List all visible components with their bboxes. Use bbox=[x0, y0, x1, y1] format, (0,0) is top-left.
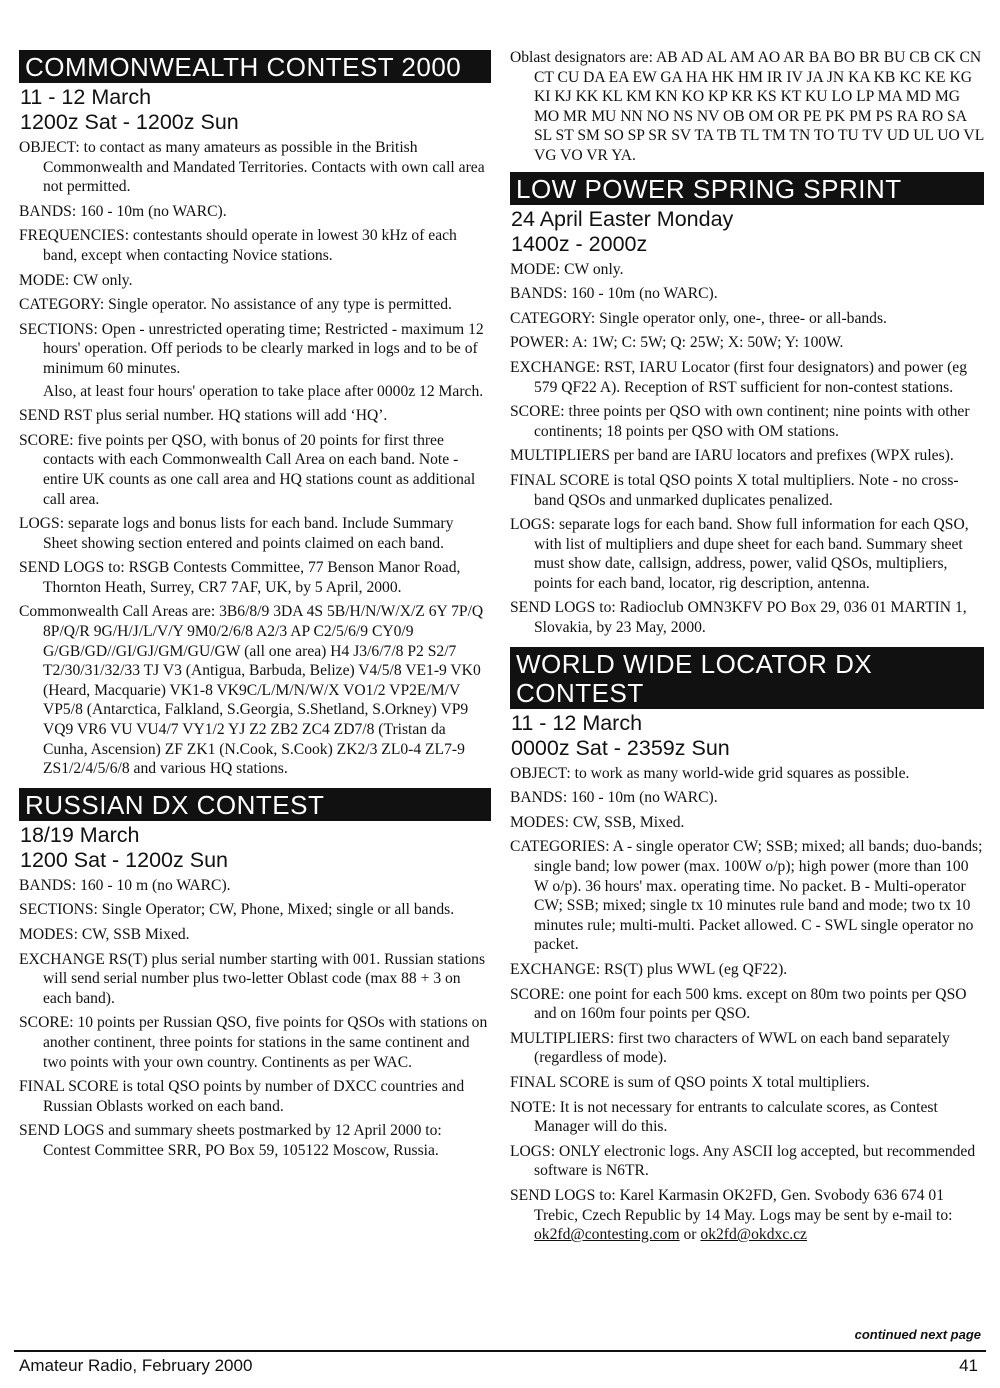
continued-next-page: continued next page bbox=[854, 1327, 981, 1342]
russian-exchange: EXCHANGE RS(T) plus serial number starting with 001. Russian stations will send serial number plus two-letter Oblast code (max 88 + 3 on each band). bbox=[19, 950, 486, 1007]
russian-dx-contest-section bbox=[19, 788, 491, 1161]
low-power-date: 24 April Easter Monday bbox=[511, 206, 734, 231]
world-wide-logs: LOGS: ONLY electronic logs. Any ASCII log accepted, but recommended software is N6TR. bbox=[510, 1142, 976, 1180]
russian-bands: BANDS: 160 - 10 m (no WARC). bbox=[19, 876, 231, 894]
low-power-sprint-section bbox=[510, 172, 984, 638]
commonwealth-logs: LOGS: separate logs and bonus lists for each band. Include Summary Sheet showing section entered and points claimed on each band. bbox=[19, 515, 454, 552]
commonwealth-sections: SECTIONS: Open - unrestricted operating time; Restricted - maximum 12 hours' operation. Off periods to be clearly marked in logs and to be of minimum 60 minutes. bbox=[19, 320, 484, 377]
russian-oblast-designators: Oblast designators are: AB AD AL AM AO AR BA BO BR BU CB CK CN CT CU DA EA EW GA HA HK HM IR IV JA JN KA KB KC KE KG KI KJ KK KL KM KN KO KP KR KS KT KU LO LP MA MD MG MO MR MU NN NO NS NV OB OM OR PE PK PM PS RA RO SA SL ST SM SO SP SR SV TA TB TL TM TN TO TU TV UD UL UO VL VG VO VR YA. bbox=[510, 49, 984, 164]
russian-date: 18/19 March bbox=[20, 822, 140, 847]
email-or-text: or bbox=[679, 1226, 701, 1244]
footer-publication: Amateur Radio, February 2000 bbox=[19, 1356, 253, 1375]
world-wide-exchange: EXCHANGE: RS(T) plus WWL (eg QF22). bbox=[510, 961, 788, 978]
russian-final-score: FINAL SCORE is total QSO points by number of DXCC countries and Russian Oblasts worked on each band. bbox=[19, 1078, 465, 1115]
email-link-okdxc[interactable]: ok2fd@okdxc.cz bbox=[700, 1226, 807, 1244]
low-power-mode: MODE: CW only. bbox=[510, 260, 624, 278]
commonwealth-category: CATEGORY: Single operator. No assistance of any type is permitted. bbox=[19, 296, 452, 314]
russian-score: SCORE: 10 points per Russian QSO, five points for QSOs with stations on another continent, three points for stations in the same continent and two points with your own country. Continents as per WAC. bbox=[19, 1014, 488, 1071]
right-column bbox=[510, 48, 984, 1250]
russian-time: 1200 Sat - 1200z Sun bbox=[20, 847, 228, 872]
commonwealth-object: OBJECT: to contact as many amateurs as possible in the British Commonwealth and Mandated Territories. Contacts with own call area not permitted. bbox=[19, 139, 485, 196]
commonwealth-sections-note: Also, at least four hours' operation to take place after 0000z 12 March. bbox=[43, 382, 484, 400]
low-power-multipliers: MULTIPLIERS per band are IARU locators and prefixes (WPX rules). bbox=[510, 447, 954, 465]
world-wide-object: OBJECT: to work as many world-wide grid squares as possible. bbox=[510, 764, 910, 782]
low-power-send-logs: SEND LOGS to: Radioclub OMN3KFV PO Box 29, 036 01 MARTIN 1, Slovakia, by 23 May, 2000. bbox=[510, 599, 967, 637]
footer-page-number: 41 bbox=[959, 1356, 978, 1375]
world-wide-final-score: FINAL SCORE is sum of QSO points X total multipliers. bbox=[510, 1073, 870, 1091]
world-wide-send-logs bbox=[510, 1186, 984, 1245]
commonwealth-bands: BANDS: 160 - 10m (no WARC). bbox=[19, 202, 227, 220]
russian-sections: SECTIONS: Single Operator; CW, Phone, Mixed; single or all bands. bbox=[19, 901, 455, 919]
low-power-schedule bbox=[510, 207, 984, 257]
low-power-time: 1400z - 2000z bbox=[511, 231, 648, 256]
email-link-contesting[interactable]: ok2fd@contesting.com bbox=[534, 1226, 680, 1244]
world-wide-time: 0000z Sat - 2359z Sun bbox=[511, 735, 730, 760]
low-power-power: POWER: A: 1W; C: 5W; Q: 25W; X: 50W; Y: 100W. bbox=[510, 334, 844, 352]
russian-send-logs: SEND LOGS and summary sheets postmarked by 12 April 2000 to: Contest Committee SRR, PO Box 59, 105122 Moscow, Russia. bbox=[19, 1122, 442, 1159]
commonwealth-mode: MODE: CW only. bbox=[19, 271, 133, 289]
low-power-final-score: FINAL SCORE is total QSO points X total multipliers. Note - no cross-band QSOs and unmarked duplicates penalized. bbox=[510, 471, 959, 509]
commonwealth-contest-schedule bbox=[19, 85, 491, 135]
russian-contest-schedule bbox=[19, 823, 491, 873]
world-wide-score: SCORE: one point for each 500 kms. except on 80m two points per QSO and on 160m four points per QSO. bbox=[510, 985, 967, 1023]
commonwealth-date: 11 - 12 March bbox=[20, 85, 152, 109]
russian-dx-contest-banner: RUSSIAN DX CONTEST bbox=[19, 788, 491, 821]
commonwealth-send: SEND RST plus serial number. HQ stations will add ‘HQ’. bbox=[19, 407, 388, 425]
commonwealth-contest-banner: COMMONWEALTH CONTEST 2000 bbox=[19, 50, 491, 83]
low-power-sprint-banner: LOW POWER SPRING SPRINT bbox=[510, 172, 984, 205]
russian-modes: MODES: CW, SSB Mixed. bbox=[19, 926, 190, 943]
world-wide-categories: CATEGORIES: A - single operator CW; SSB; mixed; all bands; duo-bands; single band; low power (max. 100W o/p); high power (more than 100 W o/p). 36 hours' max. operating time. No packet. B - Multi-operator CW; SSB; mixed; single tx 10 minutes rule band and mode; two tx 10 minutes rule; multi-multi. Packet allowed. C - SWL single operator no packet. bbox=[510, 838, 983, 954]
low-power-category: CATEGORY: Single operator only, one-, three- or all-bands. bbox=[510, 309, 887, 327]
left-column bbox=[19, 50, 491, 1166]
world-wide-send-logs-text: SEND LOGS to: Karel Karmasin OK2FD, Gen. Svobody 636 674 01 Trebic, Czech Republic by 14 May. Logs may be sent by e-mail to: bbox=[510, 1186, 953, 1224]
commonwealth-send-logs: SEND LOGS to: RSGB Contests Committee, 77 Benson Manor Road, Thornton Heath, Surrey, CR7 7AF, UK, by 5 April, 2000. bbox=[19, 559, 461, 596]
world-wide-modes: MODES: CW, SSB, Mixed. bbox=[510, 813, 685, 831]
commonwealth-contest-section bbox=[19, 50, 491, 779]
low-power-exchange: EXCHANGE: RST, IARU Locator (first four designators) and power (eg 579 QF22 A). Reception of RST sufficient for non-contest stations. bbox=[510, 358, 968, 396]
footer-divider bbox=[14, 1350, 986, 1352]
world-wide-multipliers: MULTIPLIERS: first two characters of WWL on each band separately (regardless of mode). bbox=[510, 1029, 950, 1067]
commonwealth-time: 1200z Sat - 1200z Sun bbox=[20, 110, 239, 134]
world-wide-locator-banner: WORLD WIDE LOCATOR DX CONTEST bbox=[510, 647, 984, 709]
commonwealth-call-areas: Commonwealth Call Areas are: 3B6/8/9 3DA 4S 5B/H/N/W/X/Z 6Y 7P/Q 8P/Q/R 9G/H/J/L/V/Y 9M0/2/6/8 A2/3 AP C2/5/6/9 CY0/9 G/GB/GD//GI/GJ/GM/GU/GW (all one area) H4 J3/6/7/8 P2 S2/7 T2/30/31/32/33 TJ V3 (Antigua, Barbuda, Belize) V4/5/8 VE1-9 VK0 (Heard, Macquarie) VK1-8 VK9C/L/M/N/W/X VO1/2 VP2E/M/V VP5/8 (Antarctica, Falkland, S.Georgia, S.Shetland, S.Orkney) VP9 VQ9 VR6 VU VU4/7 VY1/2 YJ Z2 ZB2 ZC4 ZD7/8 (Tristan da Cunha, Ascension) ZF ZK1 (N.Cook, S.Cook) ZK2/3 ZL0-4 ZL7-9 ZS1/2/4/5/6/8 and various HQ stations. bbox=[19, 603, 484, 778]
commonwealth-frequencies: FREQUENCIES: contestants should operate in lowest 30 kHz of each band, except when contacting Novice stations. bbox=[19, 227, 457, 264]
world-wide-locator-section bbox=[510, 647, 984, 1245]
low-power-bands: BANDS: 160 - 10m (no WARC). bbox=[510, 285, 718, 303]
world-wide-schedule bbox=[510, 711, 984, 761]
commonwealth-score: SCORE: five points per QSO, with bonus of 20 points for first three contacts with each Commonwealth Call Area on each band. Note - entire UK counts as one call area and HQ stations count as additional call area. bbox=[19, 431, 476, 508]
world-wide-note: NOTE: It is not necessary for entrants to calculate scores, as Contest Manager will do this. bbox=[510, 1098, 938, 1136]
world-wide-bands: BANDS: 160 - 10m (no WARC). bbox=[510, 789, 718, 807]
low-power-score: SCORE: three points per QSO with own continent; nine points with other continents; 18 points per QSO with OM stations. bbox=[510, 403, 970, 440]
world-wide-date: 11 - 12 March bbox=[511, 710, 643, 735]
low-power-logs: LOGS: separate logs for each band. Show full information for each QSO, with list of multipliers and dupe sheet for each band. Summary sheet must show date, callsign, address, power, valid QSOs, multipliers, points for each band, locator, rig description, antenna. bbox=[510, 516, 969, 592]
